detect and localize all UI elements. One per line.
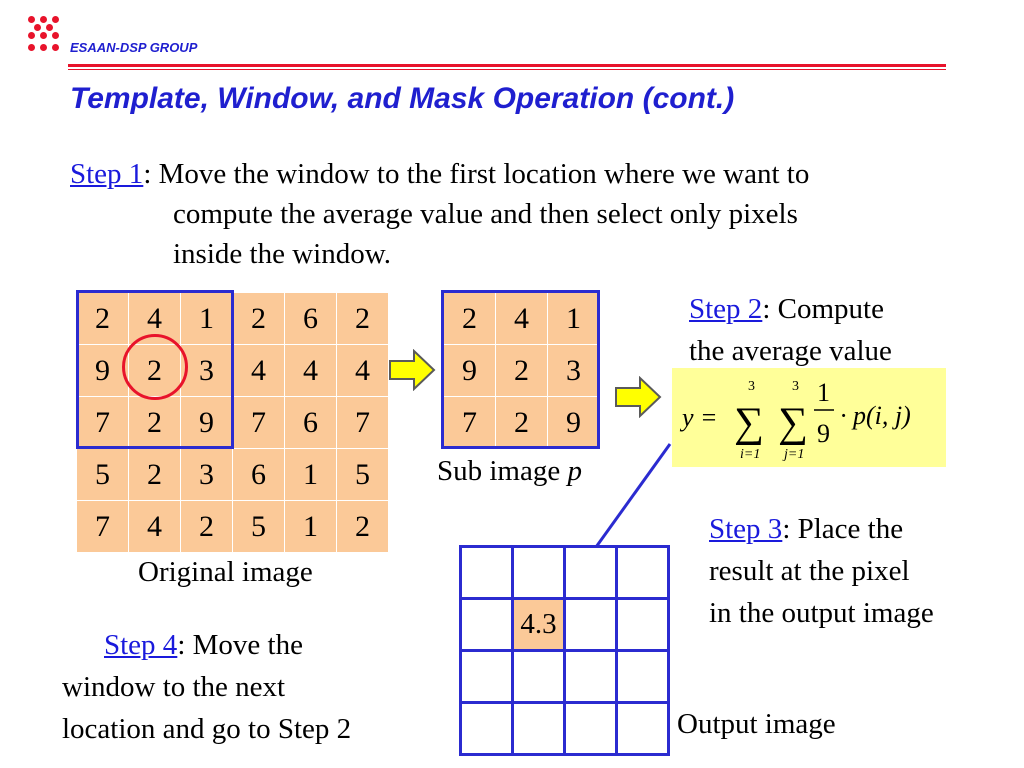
original-cell: 2	[337, 501, 389, 553]
sub-cell: 2	[496, 397, 548, 449]
output-cell	[513, 651, 565, 703]
sub-cell: 7	[444, 397, 496, 449]
output-cell	[513, 703, 565, 755]
output-cell	[617, 547, 669, 599]
step4-line3: location and go to Step 2	[62, 713, 352, 745]
logo-dots	[24, 14, 68, 54]
original-cell: 1	[181, 293, 233, 345]
original-cell: 7	[337, 397, 389, 449]
step4-line1: : Move the	[177, 629, 303, 661]
original-cell: 3	[181, 449, 233, 501]
original-cell: 1	[285, 501, 337, 553]
output-cell	[461, 651, 513, 703]
step3-label: Step 3	[709, 513, 783, 545]
original-cell: 5	[77, 449, 129, 501]
original-cell: 2	[233, 293, 285, 345]
original-cell: 7	[233, 397, 285, 449]
frac-den: 9	[817, 419, 830, 448]
sub-cell: 2	[496, 345, 548, 397]
original-cell: 2	[77, 293, 129, 345]
arrow-right-icon	[388, 349, 436, 391]
output-cell	[617, 703, 669, 755]
frac-num: 1	[817, 378, 830, 407]
arrow-right-icon	[614, 376, 662, 418]
original-cell: 7	[77, 501, 129, 553]
sub-cell: 9	[444, 345, 496, 397]
original-cell: 3	[181, 345, 233, 397]
step2-label: Step 2	[689, 293, 763, 325]
original-cell: 6	[233, 449, 285, 501]
step1-text	[70, 154, 970, 274]
formula-svg	[672, 368, 946, 467]
original-cell: 4	[285, 345, 337, 397]
step4-line2: window to the next	[62, 671, 286, 703]
sub-cell: 9	[548, 397, 600, 449]
original-cell: 4	[129, 293, 181, 345]
center-pixel-circle	[122, 334, 188, 400]
original-cell: 6	[285, 397, 337, 449]
step2-line2: the average value	[689, 335, 892, 367]
sum2-upper: 3	[792, 379, 799, 394]
original-cell: 7	[77, 397, 129, 449]
header-divider-thin	[68, 69, 946, 70]
formula-rhs: · p(i, j)	[840, 401, 911, 430]
sum2-sigma: ∑	[778, 400, 808, 446]
sub-image-outline	[441, 290, 600, 449]
step1-line3: inside the window.	[173, 238, 392, 270]
sub-cell: 3	[548, 345, 600, 397]
header-divider	[68, 64, 946, 67]
output-cell	[513, 547, 565, 599]
original-cell: 9	[77, 345, 129, 397]
output-image-label: Output image	[677, 708, 836, 740]
step3-line3: in the output image	[709, 597, 934, 629]
output-cell	[565, 703, 617, 755]
original-cell: 4	[129, 501, 181, 553]
original-cell: 2	[129, 397, 181, 449]
step4-text	[62, 624, 351, 750]
original-cell: 1	[285, 449, 337, 501]
average-formula	[672, 368, 946, 467]
sub-image-var: p	[567, 455, 582, 487]
step2-line1: : Compute	[762, 293, 884, 325]
output-cell	[461, 547, 513, 599]
sum2-lower: j=1	[784, 447, 805, 462]
output-image-grid	[459, 545, 670, 756]
sub-cell: 4	[496, 293, 548, 345]
sub-cell: 1	[548, 293, 600, 345]
original-cell: 5	[337, 449, 389, 501]
sum1-upper: 3	[748, 379, 755, 394]
original-cell: 2	[337, 293, 389, 345]
original-cell: 6	[285, 293, 337, 345]
step1-label: Step 1	[70, 158, 144, 190]
slide-title: Template, Window, and Mask Operation (cont.)	[70, 82, 735, 115]
sum1-lower: i=1	[740, 447, 761, 462]
output-cell-result: 4.3	[513, 599, 565, 651]
output-cell	[565, 651, 617, 703]
step3-line2: result at the pixel	[709, 555, 910, 587]
original-row	[77, 501, 389, 553]
original-cell: 2	[129, 345, 181, 397]
original-cell: 2	[129, 449, 181, 501]
group-name: ESAAN-DSP GROUP	[70, 40, 198, 55]
original-cell: 2	[181, 501, 233, 553]
sub-image-label: Sub image p	[437, 455, 582, 487]
step1-line2: compute the average value and then select only pixels	[173, 198, 798, 230]
sum1-sigma: ∑	[734, 400, 764, 446]
output-cell	[461, 599, 513, 651]
sub-cell: 2	[444, 293, 496, 345]
step1-line1: : Move the window to the first location where we want to	[143, 158, 810, 190]
original-cell: 4	[337, 345, 389, 397]
step4-label: Step 4	[104, 629, 178, 661]
output-cell	[617, 651, 669, 703]
original-image-label: Original image	[138, 556, 313, 588]
original-cell: 9	[181, 397, 233, 449]
output-cell	[565, 547, 617, 599]
step3-line1: : Place the	[782, 513, 904, 545]
output-cell	[617, 599, 669, 651]
output-cell	[461, 703, 513, 755]
step3-text	[709, 508, 934, 634]
formula-lhs: y =	[682, 403, 718, 432]
output-cell	[565, 599, 617, 651]
original-cell: 5	[233, 501, 285, 553]
step2-text	[689, 288, 892, 372]
original-cell: 4	[233, 345, 285, 397]
original-row	[77, 449, 389, 501]
